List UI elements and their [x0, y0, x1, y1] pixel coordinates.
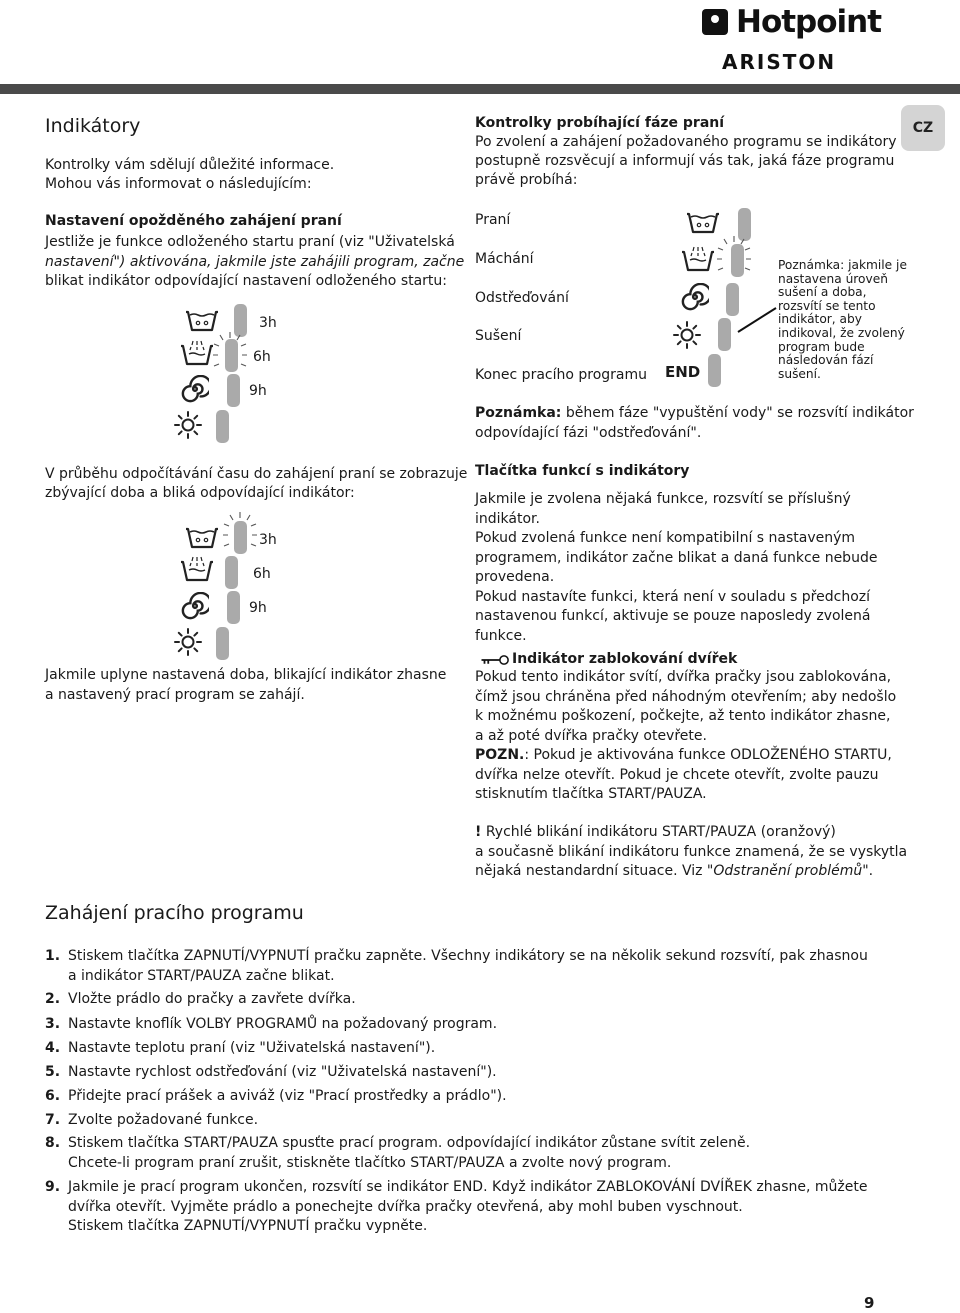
step-text	[68, 990, 925, 1010]
time-3h: 3h	[259, 315, 277, 331]
dry-icon	[173, 627, 203, 657]
end-indicator-label: END	[665, 363, 701, 381]
time-9h: 9h	[249, 600, 267, 616]
phase-end-label: Konec pracího programu	[475, 367, 648, 383]
step-text	[68, 1111, 925, 1131]
indicators-title: Indikátory	[45, 115, 141, 137]
step-item	[45, 947, 925, 986]
step-text	[68, 947, 925, 986]
drain-note-line-1	[475, 404, 914, 424]
warning-text-3-end: ".	[862, 863, 874, 879]
drying-note-line: indikoval, že zvolený	[778, 325, 905, 340]
step-number: 7.	[45, 1112, 61, 1128]
time-9h: 9h	[249, 383, 267, 399]
function-buttons-heading: Tlačítka funkcí s indikátory	[475, 463, 690, 479]
pozn-line-1	[475, 746, 892, 766]
warning-text: Rychlé blikání indikátoru START/PAUZA (oranžový)	[481, 824, 836, 840]
step-number: 6.	[45, 1088, 61, 1104]
pozn-line-3: stisknutím tlačítka START/PAUZA.	[475, 786, 707, 802]
step-line: Stiskem tlačítka ZAPNUTÍ/VYPNUTÍ pračku vypněte.	[68, 1218, 428, 1234]
warning-mark: !	[475, 824, 482, 840]
delay-heading: Nastavení opožděného zahájení praní	[45, 213, 342, 229]
pozn-text: : Pokud je aktivována funkce ODLOŽENÉHO STARTU,	[524, 747, 892, 763]
phase-rinse-label: Máchání	[475, 251, 534, 267]
spin-icon	[681, 283, 709, 311]
troubleshooting-reference: Odstranění problémů	[713, 863, 863, 879]
door-lock-heading: Indikátor zablokování dvířek	[512, 651, 738, 667]
step-text	[68, 1134, 925, 1173]
dry-indicator	[216, 627, 229, 660]
step-number: 2.	[45, 991, 61, 1007]
rinse-icon	[681, 246, 715, 272]
step-number: 4.	[45, 1040, 61, 1056]
step-item	[45, 1015, 925, 1035]
spin-indicator	[227, 374, 240, 407]
door-lock-line-4: a až poté dvířka pračky otevřete.	[475, 728, 707, 744]
drain-note-text: během fáze "vypuštění vody" se rozsvítí indikátor	[561, 405, 914, 421]
step-item	[45, 990, 925, 1010]
spin-icon	[181, 592, 209, 620]
drying-note-line: indikátor, aby	[778, 312, 862, 327]
door-lock-line-2: čímž jsou chráněna před náhodným otevřením; aby nedošlo	[475, 689, 897, 705]
step-text	[68, 1039, 925, 1059]
blink-rays-icon	[220, 510, 260, 560]
function-line-7: nastavenou funkcí, aktivuje se pouze naposledy zvolená	[475, 608, 871, 624]
step-number: 3.	[45, 1016, 61, 1032]
drying-note-line: nastavena úroveň	[778, 271, 888, 286]
dry-icon	[672, 320, 702, 350]
countdown-line-1: V průběhu odpočítávání času do zahájení praní se zobrazuje	[45, 466, 468, 482]
dry-indicator	[216, 410, 229, 443]
brand-name: Hotpoint	[736, 4, 882, 40]
phases-line-1: Po zvolení a zahájení požadovaného programu se indikátory	[475, 134, 897, 150]
countdown-line-2: zbývající doba a bliká odpovídající indikátor:	[45, 485, 355, 501]
step-line: Jakmile je prací program ukončen, rozsvítí se indikátor END. Když indikátor ZABLOKOVÁNÍ DVÍŘEK zhasne, můžete	[68, 1179, 868, 1195]
step-item	[45, 1087, 925, 1107]
intro-line-1: Kontrolky vám sdělují důležité informace.	[45, 157, 335, 173]
step-line: Nastavte rychlost odstřeďování (viz "Uživatelská nastavení").	[68, 1064, 497, 1080]
function-line-6: Pokud nastavíte funkci, která není v souladu s předchozí	[475, 589, 871, 605]
function-line-4: programem, indikátor začne blikat a daná funkce nebude	[475, 550, 878, 566]
pozn-line-2: dvířka nelze otevřít. Pokud je chcete otevřít, zvolte pauzu	[475, 767, 879, 783]
brand-logo-icon	[702, 9, 728, 35]
step-text	[68, 1063, 925, 1083]
drying-note-line: rozsvítí se tento	[778, 298, 876, 313]
start-program-title: Zahájení pracího programu	[45, 902, 304, 924]
warning-text-3: nějaká nestandardní situace. Viz "	[475, 863, 714, 879]
warning-line-1	[475, 823, 836, 843]
step-item	[45, 1178, 925, 1237]
delay-line-3: blikat indikátor odpovídající nastavení odloženého startu:	[45, 273, 448, 289]
note-pointer-line	[736, 305, 778, 335]
step-text	[68, 1015, 925, 1035]
step-number: 9.	[45, 1179, 61, 1195]
blink-rays-icon	[714, 234, 754, 284]
delay-line-2: nastavení") aktivována, jakmile jste zahájili program, začne	[45, 254, 465, 270]
brand-logo	[702, 4, 881, 40]
step-item	[45, 1134, 925, 1173]
wash-icon	[185, 310, 219, 332]
step-line: Zvolte požadované funkce.	[68, 1112, 259, 1128]
step-line: a indikátor START/PAUZA začne blikat.	[68, 967, 335, 984]
rinse-icon	[180, 556, 214, 582]
phase-dry-label: Sušení	[475, 328, 522, 344]
function-line-1: Jakmile je zvolena nějaká funkce, rozsvítí se příslušný	[475, 491, 851, 507]
warning-line-3	[475, 862, 873, 882]
drying-note-line: sušení.	[778, 366, 821, 381]
step-item	[45, 1111, 925, 1131]
step-text	[68, 1087, 925, 1107]
spin-icon	[181, 375, 209, 403]
function-line-8: funkce.	[475, 628, 527, 644]
door-lock-key-icon	[480, 653, 510, 667]
step-item	[45, 1063, 925, 1083]
page-number: 9	[864, 1294, 875, 1312]
wash-icon	[686, 212, 720, 234]
step-number: 5.	[45, 1064, 61, 1080]
rinse-indicator	[225, 556, 238, 589]
step-line: Chcete-li program praní zrušit, stiskněte tlačítko START/PAUZA a zvolte nový program.	[68, 1154, 672, 1171]
phases-line-2: postupně rozsvěcují a informují vás tak, jaká fáze programu	[475, 153, 895, 169]
phases-line-3: právě probíhá:	[475, 172, 578, 188]
drying-note-line: program bude	[778, 339, 865, 354]
step-text	[68, 1178, 925, 1237]
step-line: Nastavte teplotu praní (viz "Uživatelská nastavení").	[68, 1040, 436, 1056]
dry-indicator	[718, 318, 731, 351]
step-number: 8.	[45, 1135, 61, 1151]
brand-subname: ARISTON	[722, 50, 837, 74]
phases-heading: Kontrolky probíhající fáze praní	[475, 115, 725, 131]
step-item	[45, 1039, 925, 1059]
drying-note-line: sušení a doba,	[778, 285, 867, 300]
step-number: 1.	[45, 948, 61, 964]
blink-rays-icon	[210, 330, 250, 380]
wash-icon	[185, 527, 219, 549]
language-tab: CZ	[901, 105, 945, 151]
function-line-5: provedena.	[475, 569, 555, 585]
time-6h: 6h	[253, 566, 271, 582]
pozn-label: POZN.	[475, 747, 525, 763]
door-lock-line-1: Pokud tento indikátor svítí, dvířka pračky jsou zablokována,	[475, 669, 892, 685]
door-lock-line-3: k možnému poškození, počkejte, až tento indikátor zhasne,	[475, 708, 891, 724]
spin-indicator	[227, 591, 240, 624]
delay-line-1: Jestliže je funkce odloženého startu praní (viz "Uživatelská	[45, 234, 455, 250]
end-indicator	[708, 354, 721, 387]
time-6h: 6h	[253, 349, 271, 365]
end-line-2: a nastavený prací program se zahájí.	[45, 687, 305, 703]
end-line-1: Jakmile uplyne nastavená doba, blikající indikátor zhasne	[45, 667, 447, 683]
drying-note-line: Poznámka: jakmile je	[778, 258, 907, 272]
intro-line-2: Mohou vás informovat o následujícím:	[45, 176, 312, 192]
step-line: Stiskem tlačítka START/PAUZA spusťte prací program. odpovídající indikátor zůstane svítit zeleně.	[68, 1135, 751, 1151]
header-bar	[0, 84, 960, 94]
step-line: Vložte prádlo do pračky a zavřete dvířka.	[68, 991, 356, 1007]
step-line: Přidejte prací prášek a aviváž (viz "Prací prostředky a prádlo").	[68, 1088, 507, 1104]
dry-icon	[173, 410, 203, 440]
step-line: Nastavte knoflík VOLBY PROGRAMŮ na požadovaný program.	[68, 1016, 498, 1032]
drain-note-label: Poznámka:	[475, 405, 562, 421]
warning-line-2: a současně blikání indikátoru funkce znamená, že se vyskytla	[475, 844, 908, 860]
rinse-icon	[180, 340, 214, 366]
time-3h: 3h	[259, 532, 277, 548]
step-line: Stiskem tlačítka ZAPNUTÍ/VYPNUTÍ pračku zapněte. Všechny indikátory se na několik sekund rozsvítí, pak zhasnou	[68, 948, 868, 964]
step-line: dvířka otevřít. Vyjměte prádlo a ponechejte dvířka pračky otevřená, aby mohl buben vyschnout.	[68, 1198, 743, 1215]
function-line-3: Pokud zvolená funkce není kompatibilní s nastaveným	[475, 530, 856, 546]
drying-note-line: následován fází	[778, 353, 874, 368]
drain-note-line-2: odpovídající fázi "odstřeďování".	[475, 425, 702, 441]
drying-note	[778, 259, 908, 381]
function-line-2: indikátor.	[475, 511, 540, 527]
phase-spin-label: Odstřeďování	[475, 290, 569, 306]
phase-wash-label: Praní	[475, 212, 511, 228]
